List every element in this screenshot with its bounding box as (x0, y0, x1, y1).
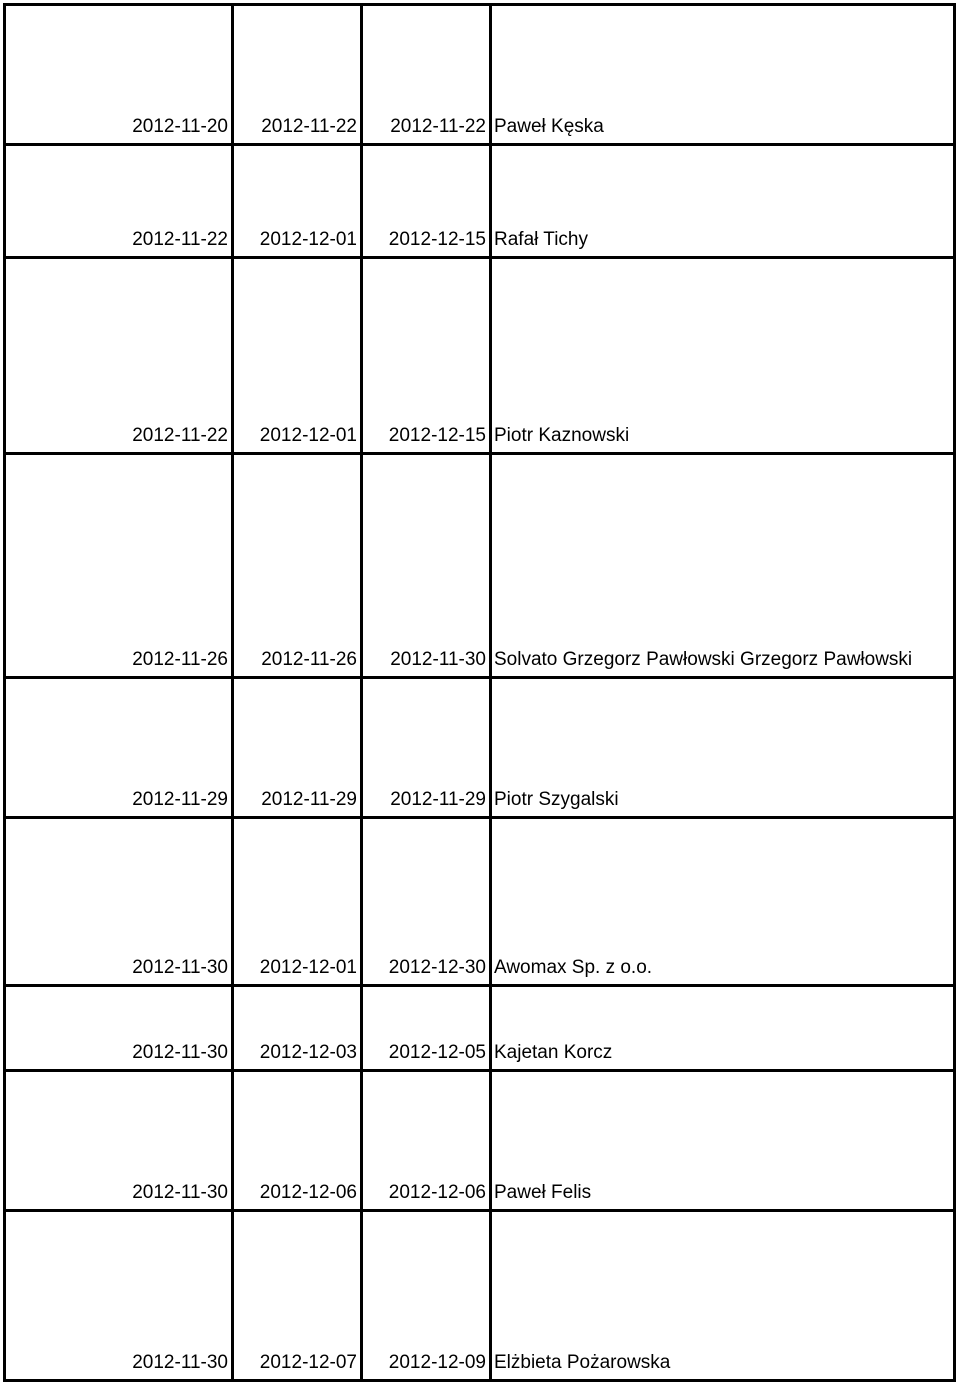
name-cell: Piotr Szygalski (494, 789, 619, 810)
start-date-cell: 2012-11-30 (132, 957, 228, 978)
column-border (489, 3, 492, 1382)
row-border (3, 452, 955, 455)
row-border (3, 816, 955, 819)
mid-date-cell: 2012-12-01 (259, 957, 357, 978)
end-date-cell: 2012-12-06 (388, 1182, 486, 1203)
name-cell: Paweł Kęska (494, 116, 604, 137)
start-date-cell: 2012-11-30 (132, 1352, 228, 1373)
start-date-cell: 2012-11-30 (132, 1042, 228, 1063)
row-border (3, 1379, 955, 1382)
mid-date-cell: 2012-12-01 (259, 229, 357, 250)
start-date-cell: 2012-11-20 (132, 116, 228, 137)
end-date-cell: 2012-12-05 (388, 1042, 486, 1063)
start-date-cell: 2012-11-30 (132, 1182, 228, 1203)
mid-date-cell: 2012-12-07 (259, 1352, 357, 1373)
row-border (3, 676, 955, 679)
name-cell: Paweł Felis (494, 1182, 592, 1203)
row-border (3, 984, 955, 987)
name-cell: Elżbieta Pożarowska (494, 1352, 671, 1373)
row-border (3, 3, 955, 6)
column-border (953, 3, 956, 1382)
start-date-cell: 2012-11-22 (132, 425, 228, 446)
mid-date-cell: 2012-11-22 (261, 116, 357, 137)
name-cell: Rafał Tichy (494, 229, 588, 250)
row-border (3, 256, 955, 259)
start-date-cell: 2012-11-29 (132, 789, 228, 810)
mid-date-cell: 2012-12-01 (259, 425, 357, 446)
name-cell: Kajetan Korcz (494, 1042, 613, 1063)
name-cell: Piotr Kaznowski (494, 425, 630, 446)
column-border (360, 3, 363, 1382)
row-border (3, 143, 955, 146)
mid-date-cell: 2012-12-06 (259, 1182, 357, 1203)
name-cell: Solvato Grzegorz Pawłowski Grzegorz Pawłowski (494, 649, 913, 670)
end-date-cell: 2012-12-09 (388, 1352, 486, 1373)
end-date-cell: 2012-11-29 (390, 789, 486, 810)
row-border (3, 1069, 955, 1072)
end-date-cell: 2012-11-30 (390, 649, 486, 670)
mid-date-cell: 2012-12-03 (259, 1042, 357, 1063)
end-date-cell: 2012-11-22 (390, 116, 486, 137)
mid-date-cell: 2012-11-29 (261, 789, 357, 810)
start-date-cell: 2012-11-26 (132, 649, 228, 670)
end-date-cell: 2012-12-30 (388, 957, 486, 978)
column-border (231, 3, 234, 1382)
row-border (3, 1209, 955, 1212)
column-border (3, 3, 6, 1382)
end-date-cell: 2012-12-15 (388, 229, 486, 250)
end-date-cell: 2012-12-15 (388, 425, 486, 446)
mid-date-cell: 2012-11-26 (261, 649, 357, 670)
name-cell: Awomax Sp. z o.o. (494, 957, 653, 978)
start-date-cell: 2012-11-22 (132, 229, 228, 250)
